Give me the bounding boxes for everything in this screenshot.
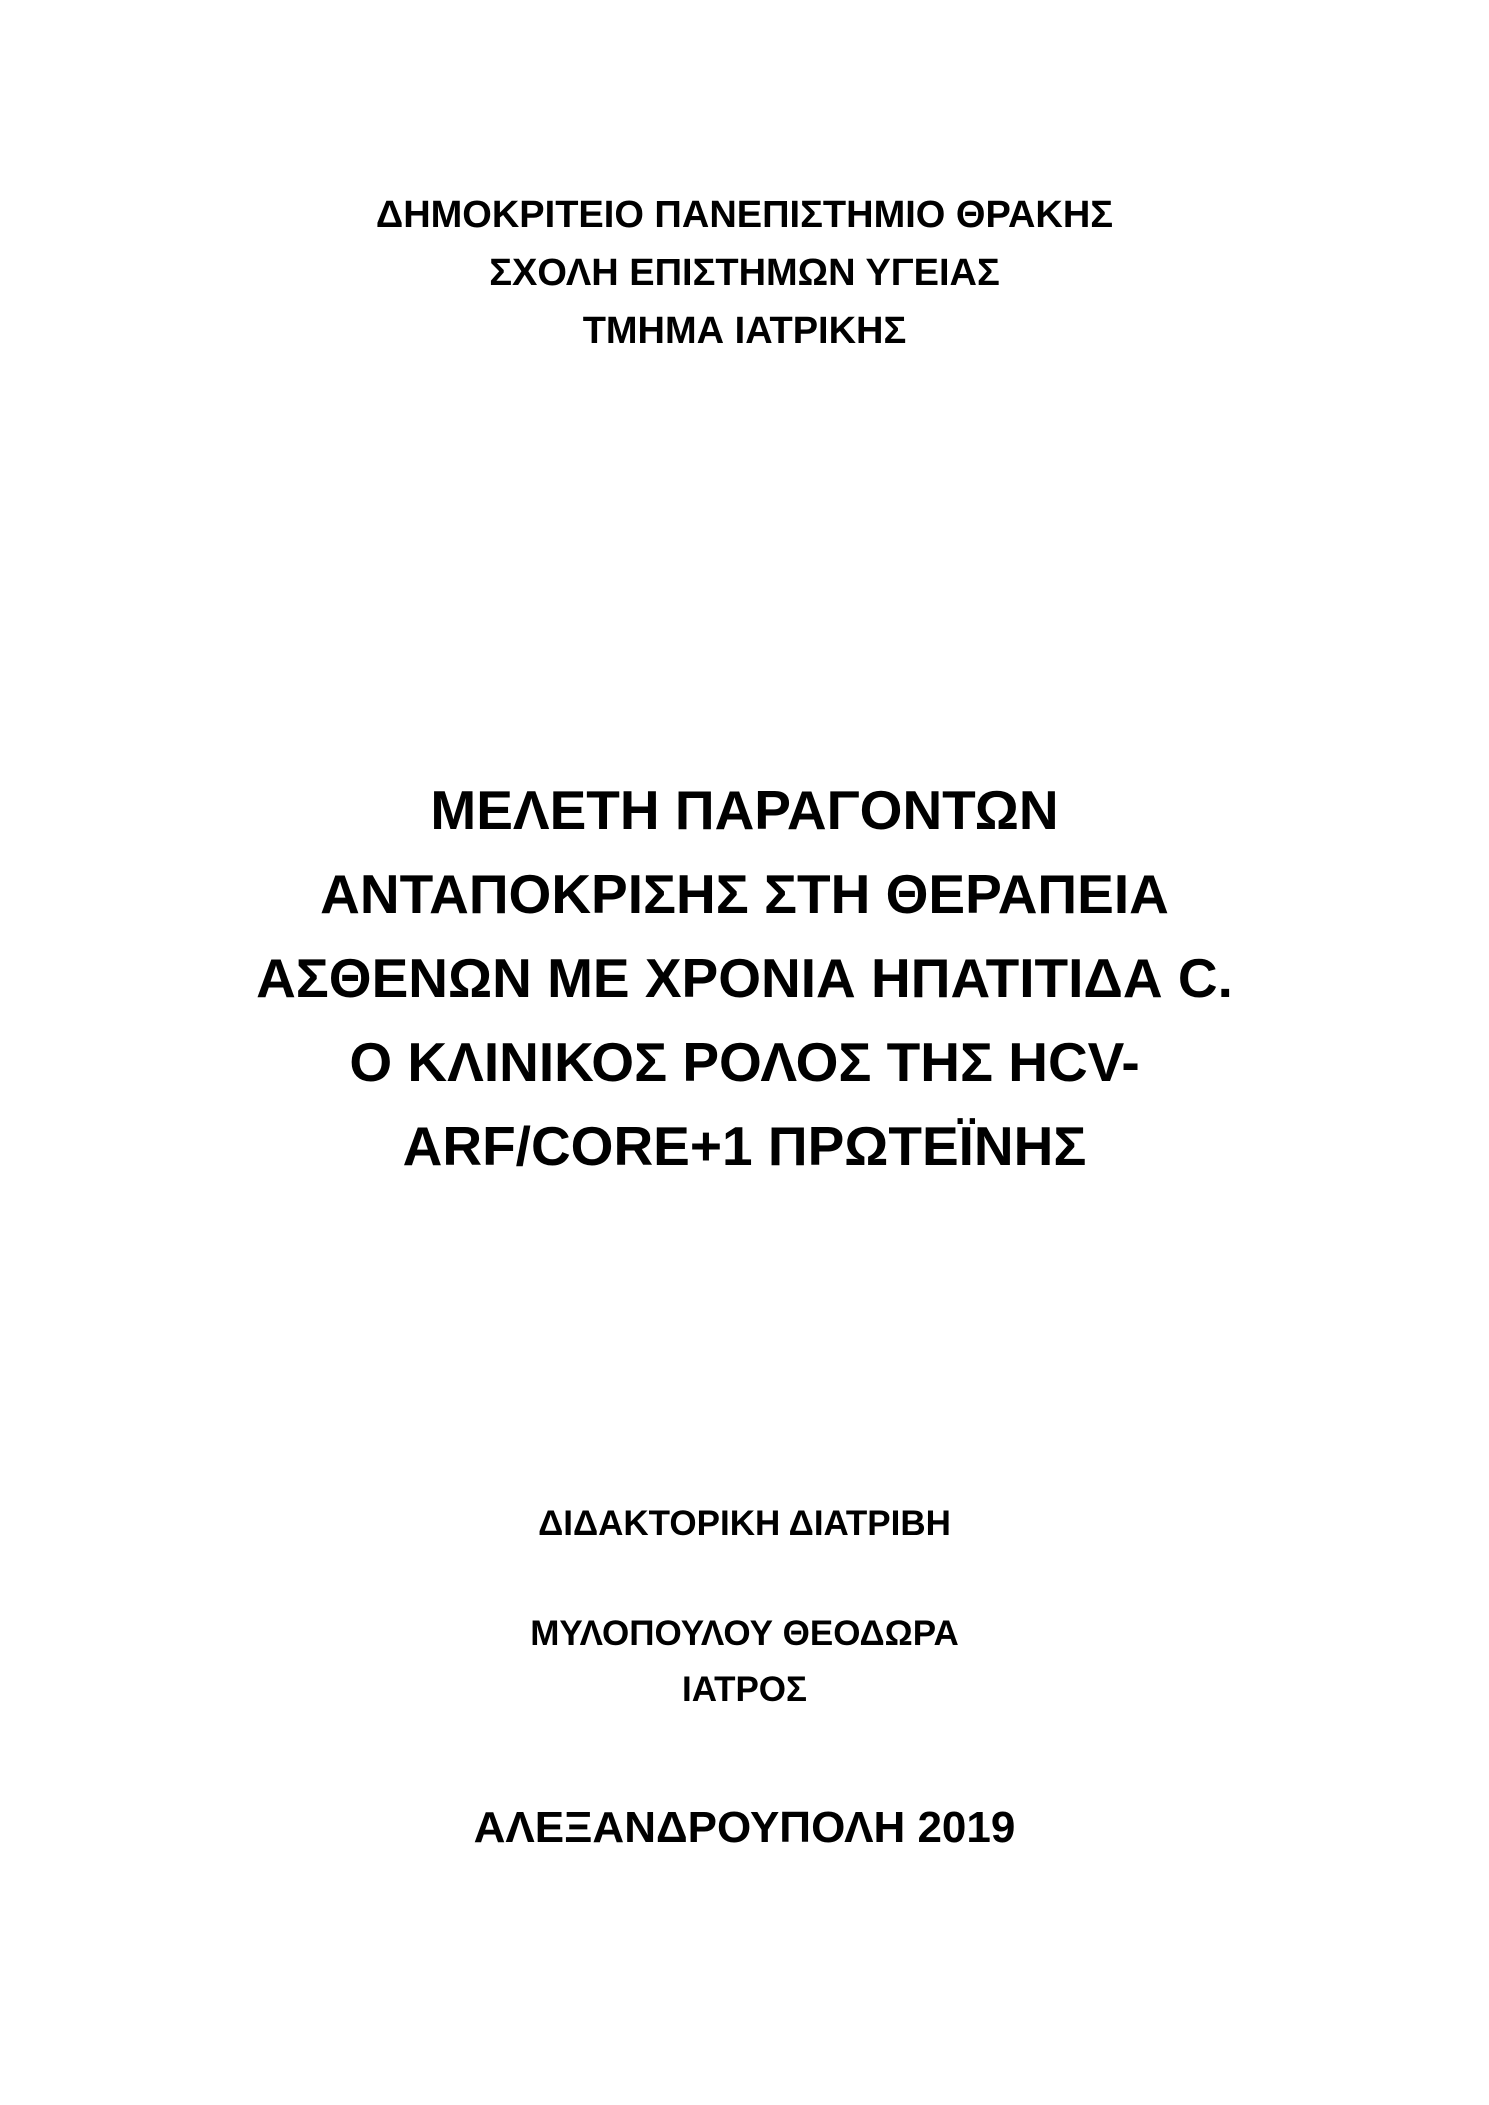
title-line: Ο ΚΛΙΝΙΚΟΣ ΡΟΛΟΣ ΤΗΣ HCV- [349,1031,1140,1093]
department-name: ΤΜΗΜΑ ΙΑΤΡΙΚΗΣ [582,310,907,352]
author-block [0,1606,1489,1718]
institution-header [0,186,1489,360]
thesis-type-label: ΔΙΔΑΚΤΟΡΙΚΗ ΔΙΑΤΡΙΒΗ [538,1504,951,1543]
thesis-title [0,768,1489,1188]
thesis-type [0,1500,1489,1548]
title-line: ΑΝΤΑΠΟΚΡΙΣΗΣ ΣΤΗ ΘΕΡΑΠΕΙΑ [320,863,1169,925]
author-name: ΜΥΛΟΠΟΥΛΟΥ ΘΕΟΔΩΡΑ [530,1614,959,1653]
title-line: ARF/CORE+1 ΠΡΩΤΕΪΝΗΣ [402,1115,1087,1177]
author-profession: ΙΑΤΡΟΣ [681,1670,808,1709]
title-line: ΑΣΘΕΝΩΝ ΜΕ ΧΡΟΝΙΑ ΗΠΑΤΙΤΙΔΑ C. [256,947,1233,1009]
title-line: ΜΕΛΕΤΗ ΠΑΡΑΓΟΝΤΩΝ [430,779,1059,841]
place-year-label: ΑΛΕΞΑΝΔΡΟΥΠΟΛΗ 2019 [473,1803,1016,1852]
school-name: ΣΧΟΛΗ ΕΠΙΣΤΗΜΩΝ ΥΓΕΙΑΣ [489,252,1000,294]
place-year [0,1800,1489,1856]
university-name: ΔΗΜΟΚΡΙΤΕΙΟ ΠΑΝΕΠΙΣΤΗΜΙΟ ΘΡΑΚΗΣ [375,194,1114,236]
